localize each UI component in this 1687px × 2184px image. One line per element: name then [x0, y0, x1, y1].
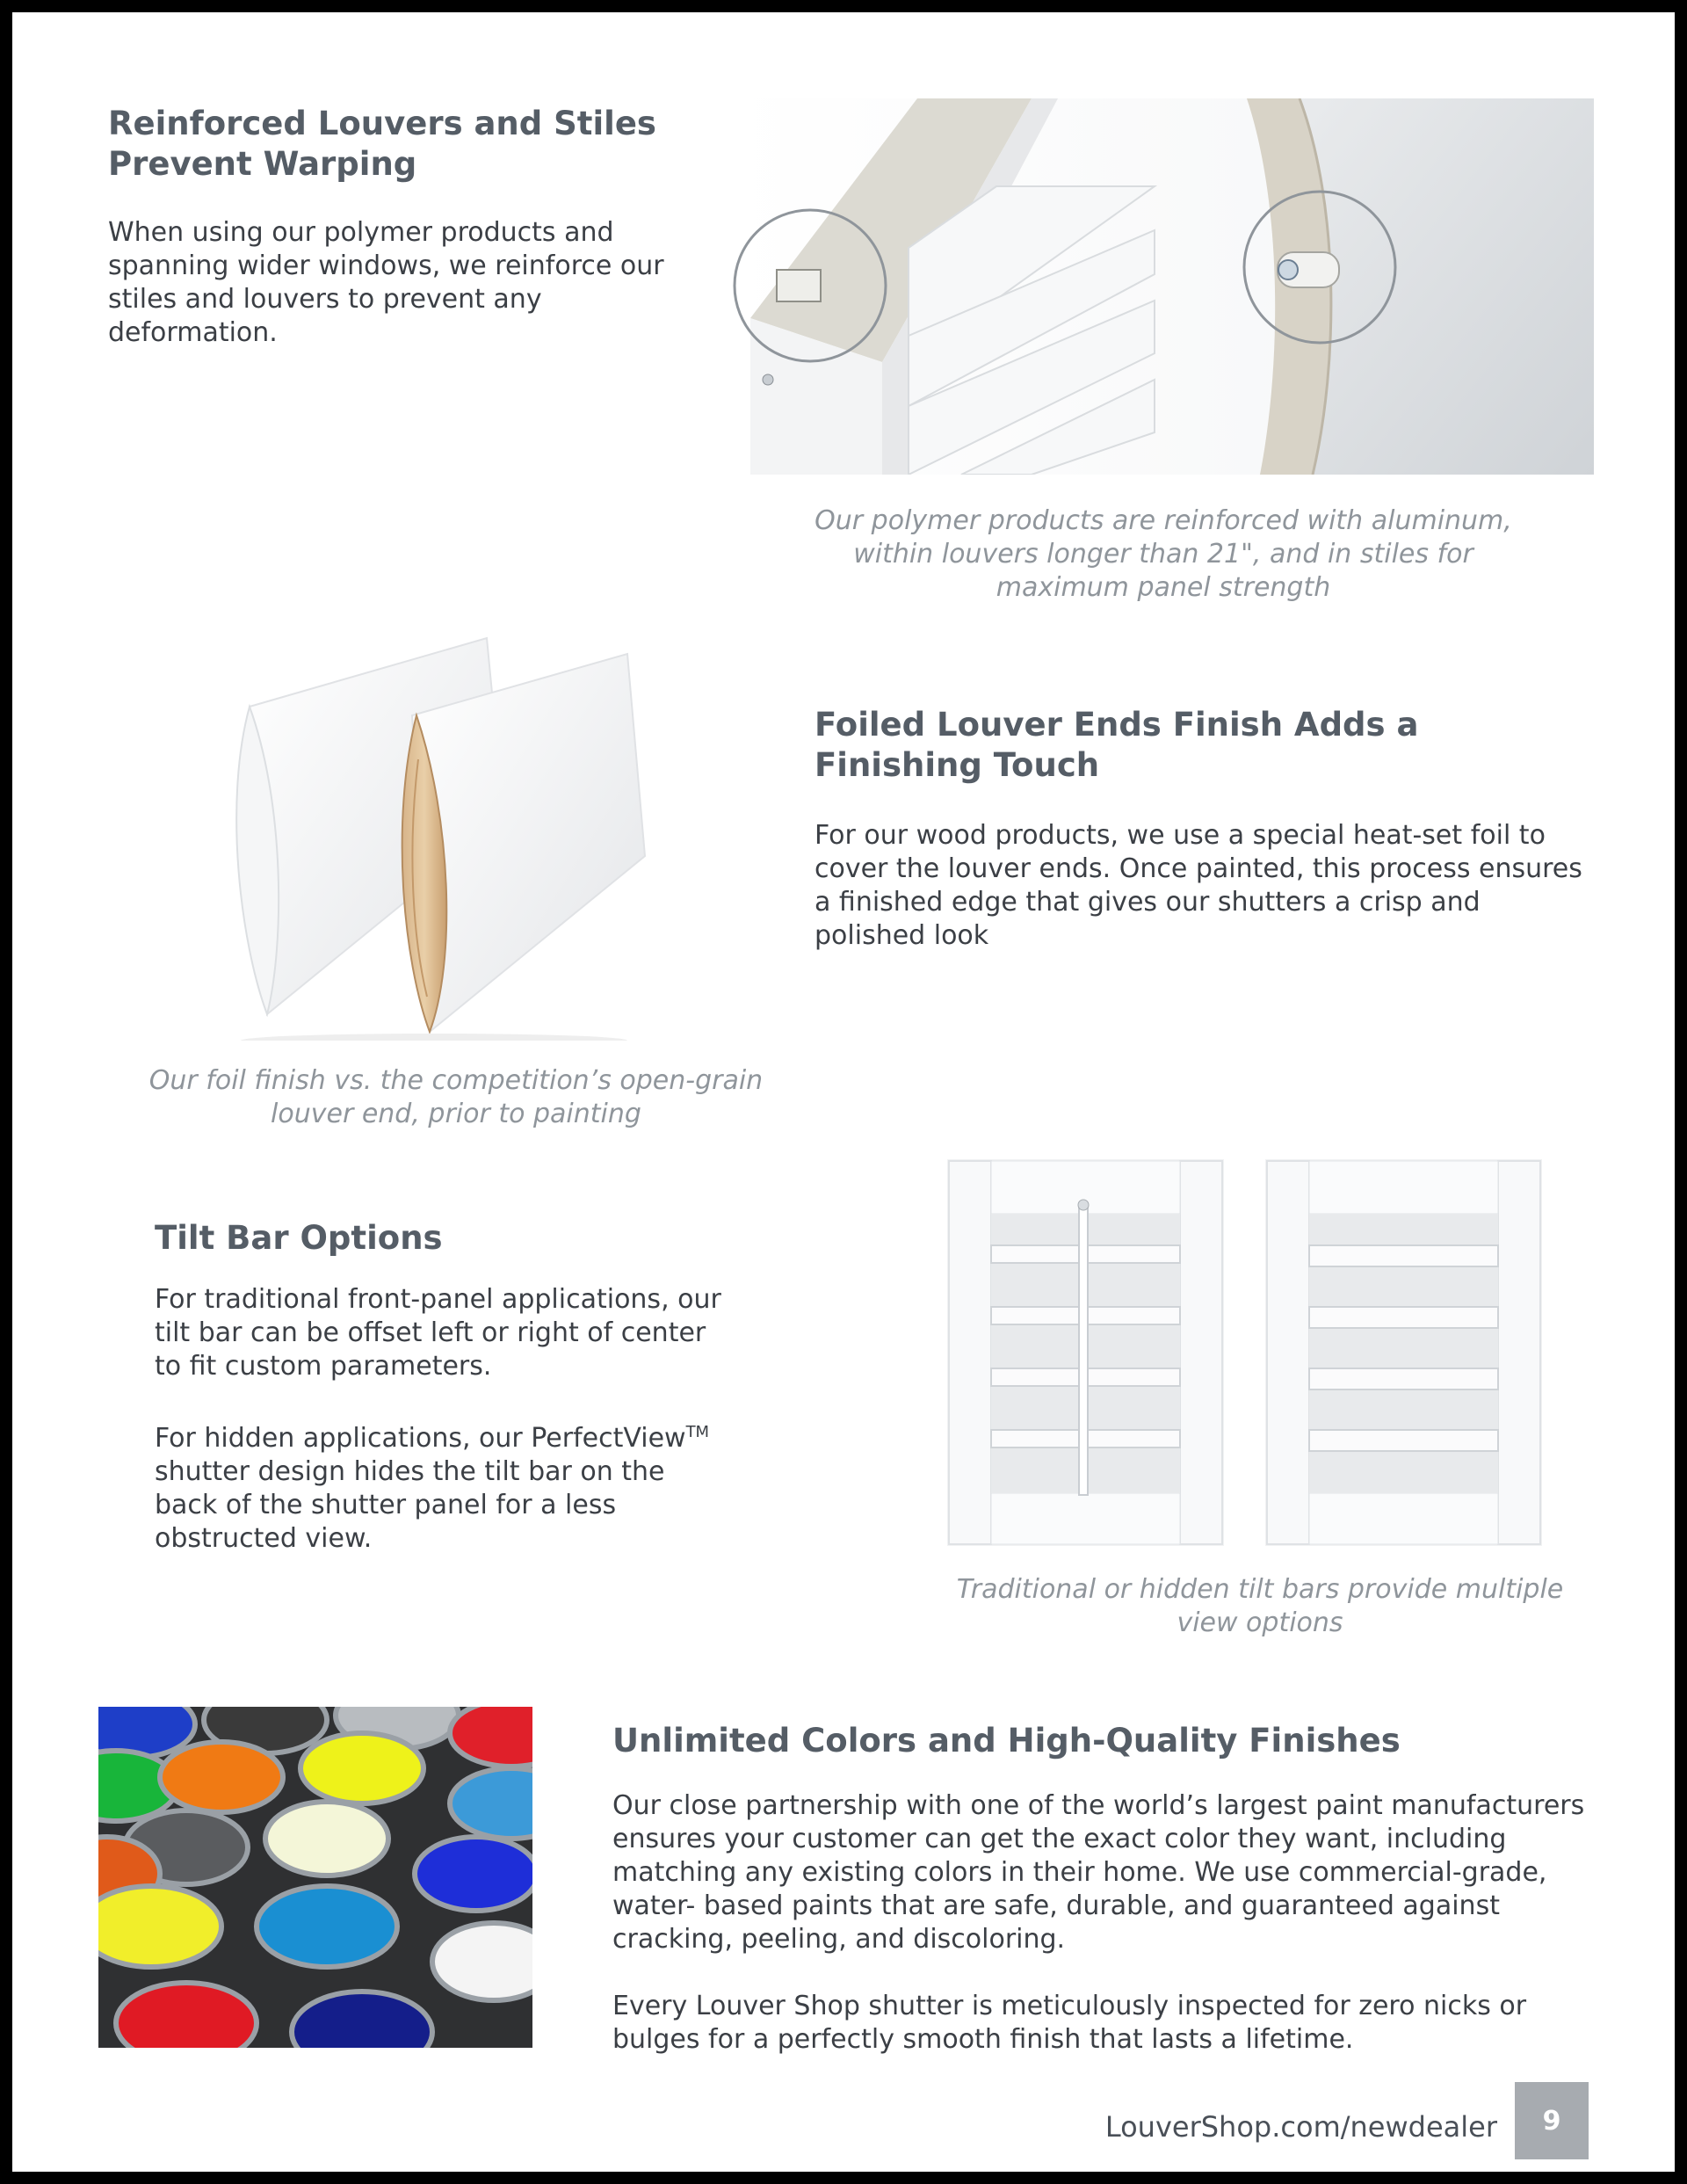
traditional-tilt-bar-shutter	[947, 1159, 1224, 1546]
page	[12, 12, 1675, 2172]
reinforced-caption-line1: Our polymer products are reinforced with aluminum,	[815, 505, 1512, 536]
reinforced-heading-line2: Prevent Warping	[108, 145, 417, 183]
paint-cans-photo	[98, 1707, 532, 2048]
foiled-body: For our wood products, we use a special heat-set foil to cover the louver ends. Once painted, this process ensures a finished edge that gives our shutters a crisp and polished look	[815, 820, 1582, 951]
tilt-body-1: For traditional front-panel applications, our tilt bar can be offset left or right of center to fit custom parameters.	[155, 1284, 721, 1382]
footer-url[interactable]: LouverShop.com/newdealer	[1104, 2110, 1497, 2144]
foil-louver-photo	[223, 628, 671, 1041]
colors-body-2: Every Louver Shop shutter is meticulously inspected for zero nicks or bulges for a perfectly smooth finish that lasts a lifetime.	[612, 1991, 1527, 2055]
reinforced-body: When using our polymer products and spanning wider windows, we reinforce our stiles and louvers to prevent any deformation.	[108, 217, 664, 348]
foiled-caption-line1: Our foil finish vs. the competition’s open-grain	[148, 1065, 764, 1096]
foiled-heading-line1: Foiled Louver Ends Finish Adds a	[815, 706, 1419, 744]
tilt-body-2	[155, 1416, 735, 1556]
tilt-body-2-suffix: shutter design hides the tilt bar on the back of the shutter panel for a less obstructed view.	[155, 1456, 665, 1554]
tilt-caption-line1: Traditional or hidden tilt bars provide multiple	[956, 1574, 1564, 1605]
trademark-symbol: TM	[685, 1423, 710, 1441]
colors-body-1: Our close partnership with one of the world’s largest paint manufacturers ensures your customer can get the exact color they want, including matching any existing colors in their home. We use commercial-grade, water- based paints that are safe, durable, and guaranteed against cracking, peeling, and discoloring.	[612, 1790, 1585, 1955]
hidden-tilt-bar-shutter	[1265, 1159, 1542, 1546]
reinforced-caption-line2: within louvers longer than 21", and in stiles for	[853, 539, 1473, 570]
foiled-heading-line2: Finishing Touch	[815, 746, 1100, 784]
foiled-heading	[815, 705, 1517, 786]
colors-heading: Unlimited Colors and High-Quality Finishes	[612, 1722, 1401, 1760]
tilt-caption	[909, 1573, 1611, 1640]
tilt-caption-line2: view options	[1177, 1607, 1343, 1638]
reinforced-photo	[733, 98, 1594, 475]
reinforced-caption	[768, 504, 1559, 605]
reinforced-caption-line3: maximum panel strength	[996, 572, 1331, 603]
reinforced-heading-line1: Reinforced Louvers and Stiles	[108, 105, 656, 142]
tilt-body-2-prefix: For hidden applications, our PerfectView	[155, 1423, 686, 1454]
foiled-caption-line2: louver end, prior to painting	[271, 1099, 641, 1129]
page-number: 9	[1515, 2082, 1589, 2159]
tilt-heading: Tilt Bar Options	[155, 1219, 443, 1257]
reinforced-heading	[108, 104, 741, 185]
foiled-caption	[96, 1064, 816, 1131]
